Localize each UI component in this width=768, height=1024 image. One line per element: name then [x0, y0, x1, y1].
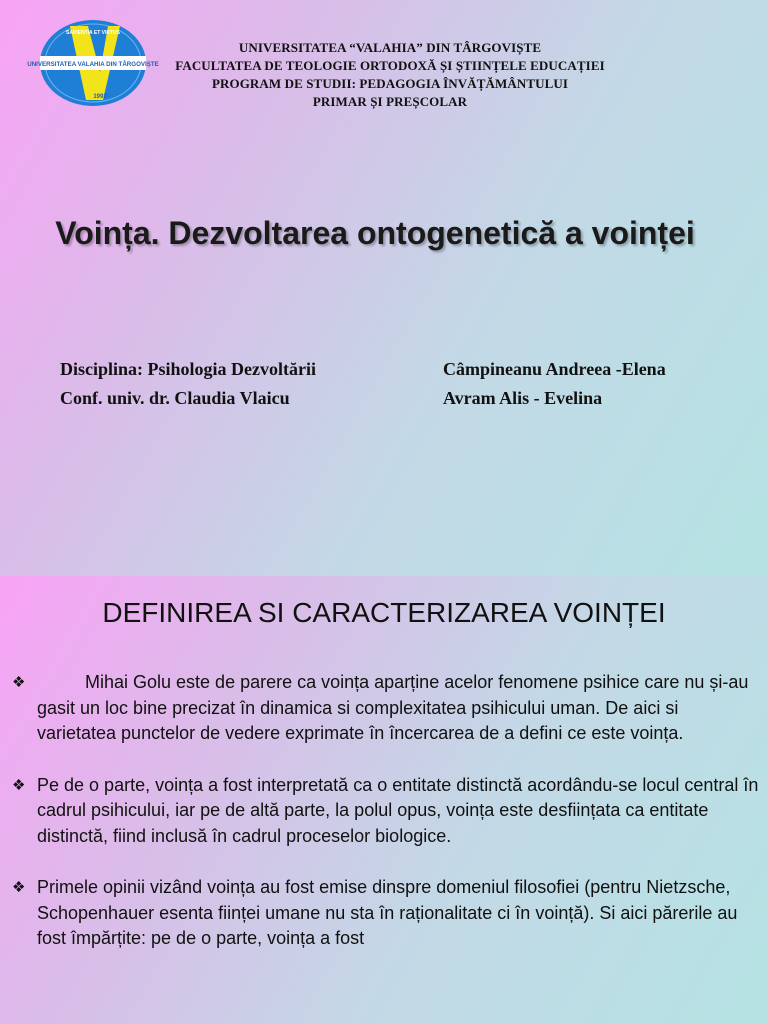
university-header: [140, 39, 640, 111]
header-line: PRIMAR ȘI PREȘCOLAR: [312, 94, 468, 109]
diamond-bullet-icon: ❖: [12, 674, 26, 691]
course-info: [60, 355, 316, 413]
diamond-bullet-icon: ❖: [12, 776, 26, 794]
logo-top-text: SAPIENTIA ET VIRTUS: [66, 30, 120, 36]
bullet-text: Pe de o parte, voința a fost interpretată ca o entitate distinctă acordându-se locul central în cadrul psihicului, iar pe de altă parte, la polul opus, voința este desființata ca entitate distinctă, fiind inclusă în cadrul proceselor biologice.: [37, 774, 759, 846]
bullet-text: Primele opinii vizând voința au fost emise dinspre domeniul filosofiei (pentru Nietzsche, Schopenhauer esenta ființei umane nu sta în raționalitate ci în voință). Si aici părerile au fost împărțite: pe de o parte, voința a fost: [37, 877, 738, 948]
logo-year: 1992: [93, 94, 107, 100]
author-name: Avram Alis - Evelina: [443, 388, 603, 408]
authors-info: [443, 355, 666, 413]
author-name: Câmpineanu Andreea -Elena: [443, 359, 666, 379]
logo-band-text: UNIVERSITATEA VALAHIA DIN TÂRGOVIȘTE: [27, 61, 159, 68]
list-item: [12, 875, 762, 952]
university-logo: [27, 20, 159, 106]
header-line: PROGRAM DE STUDII: PEDAGOGIA ÎNVĂȚĂMÂNTULUI: [211, 76, 569, 91]
course-professor: Conf. univ. dr. Claudia Vlaicu: [60, 388, 290, 408]
bullet-list: [12, 670, 762, 978]
content-slide: [0, 576, 768, 1024]
list-item: [12, 670, 762, 747]
slide-title: DEFINIREA SI CARACTERIZAREA VOINȚEI: [102, 597, 666, 628]
presentation-title: Voința. Dezvoltarea ontogenetică a voinței: [55, 215, 695, 251]
header-line: FACULTATEA DE TEOLOGIE ORTODOXĂ ȘI ȘTIINȚELE EDUCAȚIEI: [175, 58, 605, 73]
diamond-bullet-icon: ❖: [12, 879, 26, 896]
course-discipline: Disciplina: Psihologia Dezvoltării: [60, 359, 316, 379]
header-line: UNIVERSITATEA “VALAHIA” DIN TÂRGOVIȘTE: [238, 40, 542, 55]
bullet-text: Mihai Golu este de parere ca voința aparține acelor fenomene psihice care nu și-au gasit un loc bine precizat în dinamica si complexitatea psihicului uman. De aici si varietatea punctelor de vedere exprimate în încercarea de a defini ce este voința.: [37, 672, 749, 743]
list-item: [12, 773, 762, 850]
